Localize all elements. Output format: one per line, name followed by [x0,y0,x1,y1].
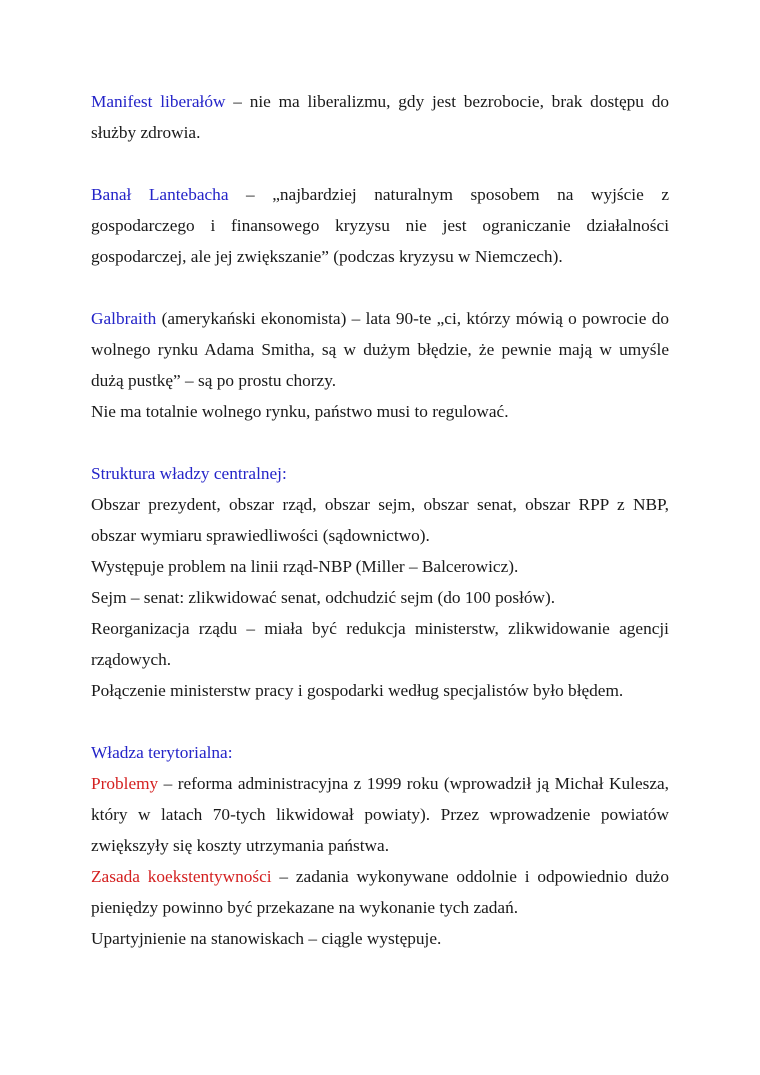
paragraph-banal [91,179,669,272]
text-banal: – „najbardziej naturalnym sposobem na wyjście z gospodarczego i finansowego kryzysu nie jest ograniczanie działalności gospodarczej, ale jej zwiększanie” (podczas kryzysu w Niemczech). [91,185,669,266]
text-manifest: – nie ma liberalizmu, gdy jest bezrobocie, brak dostępu do służby zdrowia. [91,92,669,142]
spacer [91,148,669,179]
paragraph-upartyjnienie: Upartyjnienie na stanowiskach – ciągle występuje. [91,929,442,948]
paragraph-manifest [91,86,669,148]
heading-wladza: Władza terytorialna: [91,743,233,762]
spacer [91,706,669,737]
heading-banal: Banał Lantebacha [91,185,229,204]
paragraph-zasada [91,861,669,923]
struktura-line: Połączenie ministerstw pracy i gospodarki według specjalistów było błędem. [91,681,624,700]
heading-galbraith: Galbraith [91,309,157,328]
struktura-line: Reorganizacja rządu – miała być redukcja ministerstw, zlikwidowanie agencji rządowych. [91,619,669,669]
struktura-line: Występuje problem na linii rząd-NBP (Miller – Balcerowicz). [91,557,519,576]
heading-problemy: Problemy [91,774,159,793]
text-problemy: – reforma administracyjna z 1999 roku (wprowadził ją Michał Kulesza, który w latach 70-tych likwidował powiaty). Przez wprowadzenie powiatów zwiększyły się koszty utrzymania państwa. [91,774,669,855]
struktura-line: Obszar prezydent, obszar rząd, obszar sejm, obszar senat, obszar RPP z NBP, obszar wymiaru sprawiedliwości (sądownictwo). [91,495,669,545]
paragraph-problemy [91,768,669,861]
struktura-line: Sejm – senat: zlikwidować senat, odchudzić sejm (do 100 posłów). [91,588,556,607]
text-zasada: – zadania wykonywane oddolnie i odpowiednio dużo pieniędzy powinno być przekazane na wykonanie tych zadań. [91,867,669,917]
text-galbraith: (amerykański ekonomista) – lata 90-te „ci, którzy mówią o powrocie do wolnego rynku Adama Smitha, są w dużym błędzie, że pewnie mają w umyśle dużą pustkę” – są po prostu chorzy. [91,309,669,390]
heading-struktura: Struktura władzy centralnej: [91,464,287,483]
paragraph-galbraith [91,303,669,396]
spacer [91,272,669,303]
paragraph-wolny-rynek: Nie ma totalnie wolnego rynku, państwo musi to regulować. [91,402,509,421]
spacer [91,427,669,458]
document-page [91,86,669,954]
heading-manifest: Manifest liberałów [91,92,226,111]
heading-zasada: Zasada koekstentywności [91,867,272,886]
